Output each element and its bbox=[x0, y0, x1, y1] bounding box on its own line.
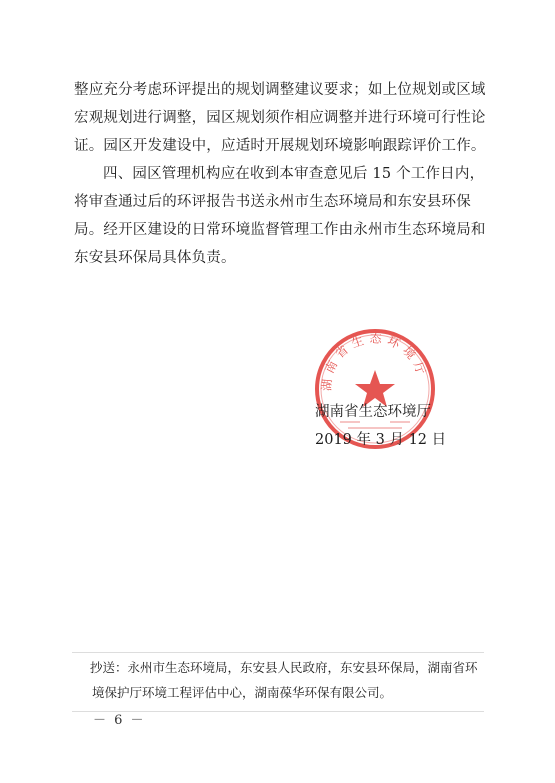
copy-to-line: 抄送：永州市生态环境局，东安县人民政府，东安县环保局，湖南省环 bbox=[90, 660, 478, 675]
paragraph-item-four bbox=[74, 160, 499, 272]
issue-date: 2019 年 3 月 12 日 bbox=[315, 432, 447, 448]
seal-arc-text: 湖南省生态环境厅 bbox=[319, 331, 430, 392]
paragraph-line: 东安县环保局具体负责。 bbox=[74, 250, 236, 266]
paragraph-line: 证。园区开发建设中，应适时开展规划环境影响跟踪评价工作。 bbox=[74, 138, 486, 154]
signature-block bbox=[315, 398, 446, 454]
copy-to-line: 境保护厅环境工程评估中心，湖南葆华环保有限公司。 bbox=[92, 685, 393, 700]
paragraph-line: 宏观规划进行调整，园区规划须作相应调整并进行环境可行性论 bbox=[74, 110, 486, 126]
paragraph-line: 局。经开区建设的日常环境监督管理工作由永州市生态环境局和 bbox=[74, 222, 486, 238]
copy-to-list bbox=[90, 655, 490, 705]
paragraph-planning-adjustment bbox=[74, 76, 499, 160]
cc-top-divider bbox=[72, 652, 484, 653]
issuing-organization: 湖南省生态环境厅 bbox=[315, 404, 431, 420]
page-number: － 6 － bbox=[93, 713, 146, 728]
paragraph-line: 整应充分考虑环评提出的规划调整建议要求；如上位规划或区域 bbox=[74, 82, 486, 98]
paragraph-line: 四、园区管理机构应在收到本审查意见后 15 个工作日内， bbox=[103, 166, 485, 182]
paragraph-line: 将审查通过后的环评报告书送永州市生态环境局和东安县环保 bbox=[74, 194, 471, 210]
